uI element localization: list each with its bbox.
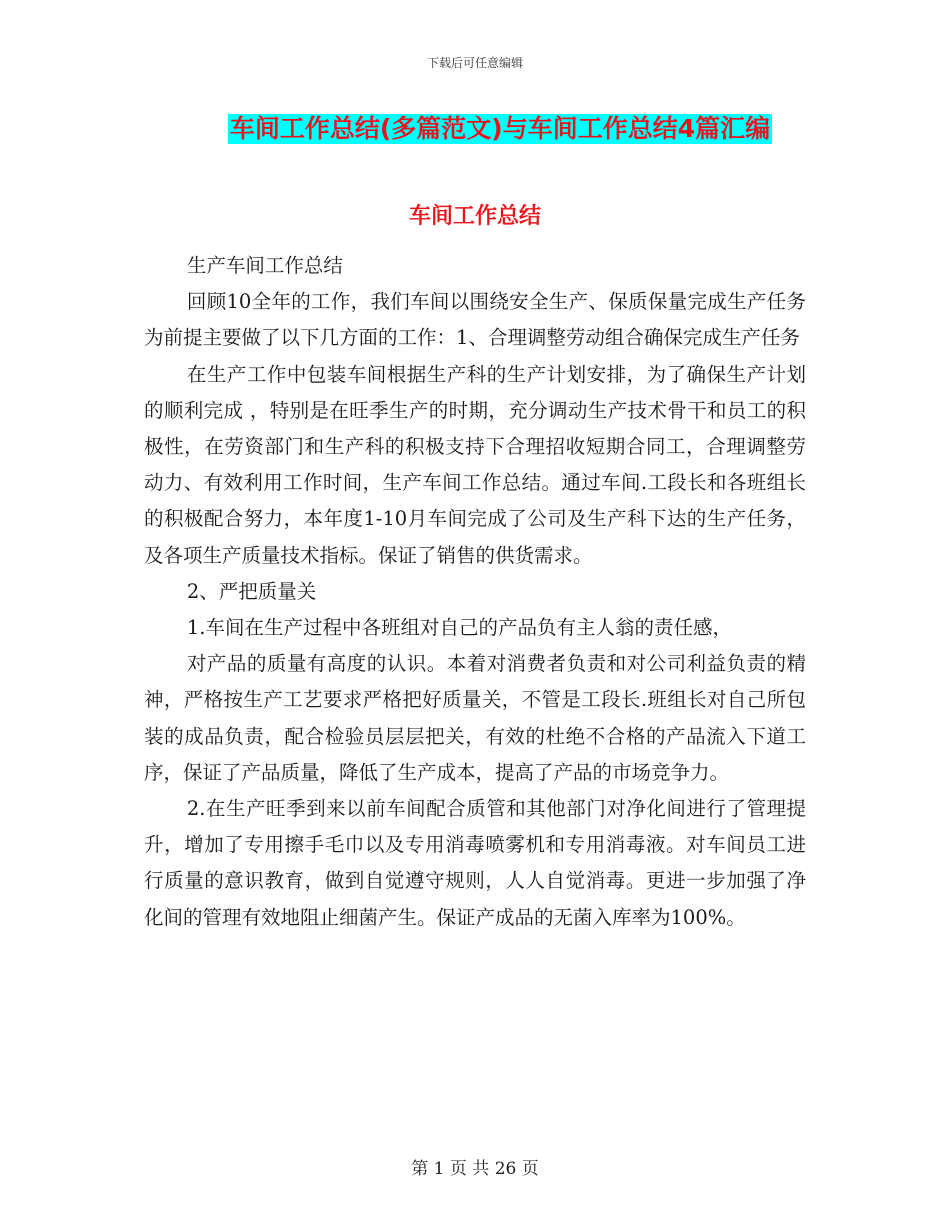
document-title-container [0,114,950,144]
section-title: 车间工作总结 [408,204,541,229]
paragraph: 2、严把质量关 [186,579,317,603]
paragraph: 1.车间在生产过程中各班组对自己的产品负有主人翁的责任感， [186,616,732,640]
paragraph: 对产品的质量有高度的认识。本着对消费者负责和对公司利益负责的精神，严格按生产工艺要求严格把好质量关，不管是工段长.班组长对自己所包装的成品负责，配合检验员层层把关，有效的杜绝不合格的产品流入下道工序，保证了产品质量，降低了生产成本，提高了产品的市场竞争力。 [144,652,806,784]
paragraph: 生产车间工作总结 [186,254,343,277]
page-footer: 第 1 页 共 26 页 [411,1159,539,1179]
document-title: 车间工作总结(多篇范文)与车间工作总结4篇汇编 [229,114,771,143]
document-body [144,248,806,936]
header-note: 下载后可任意编辑 [426,56,523,70]
paragraph: 在生产工作中包装车间根据生产科的生产计划安排，为了确保生产计划的顺利完成 ，特别是在旺季生产的时期，充分调动生产技术骨干和员工的积极性，在劳资部门和生产科的积极支持下合理招收短期合同工，合理调整劳动力、有效利用工作时间，生产车间工作总结。通过车间.工段长和各班组长的积极配合努力，本年度1-10月车间完成了公司及生产科下达的生产任务，及各项生产质量技术指标。保证了销售的供货需求。 [144,362,806,567]
paragraph: 2.在生产旺季到来以前车间配合质管和其他部门对净化间进行了管理提升，增加了专用擦手毛巾以及专用消毒喷雾机和专用消毒液。对车间员工进行质量的意识教育，做到自觉遵守规则，人人自觉消毒。更进一步加强了净化间的管理有效地阻止细菌产生。保证产成品的无菌入库率为100%。 [144,797,806,929]
paragraph: 回顾10全年的工作，我们车间以围绕安全生产、保质保量完成生产任务为前提主要做了以下几方面的工作：1、合理调整劳动组合确保完成生产任务 [144,290,806,350]
